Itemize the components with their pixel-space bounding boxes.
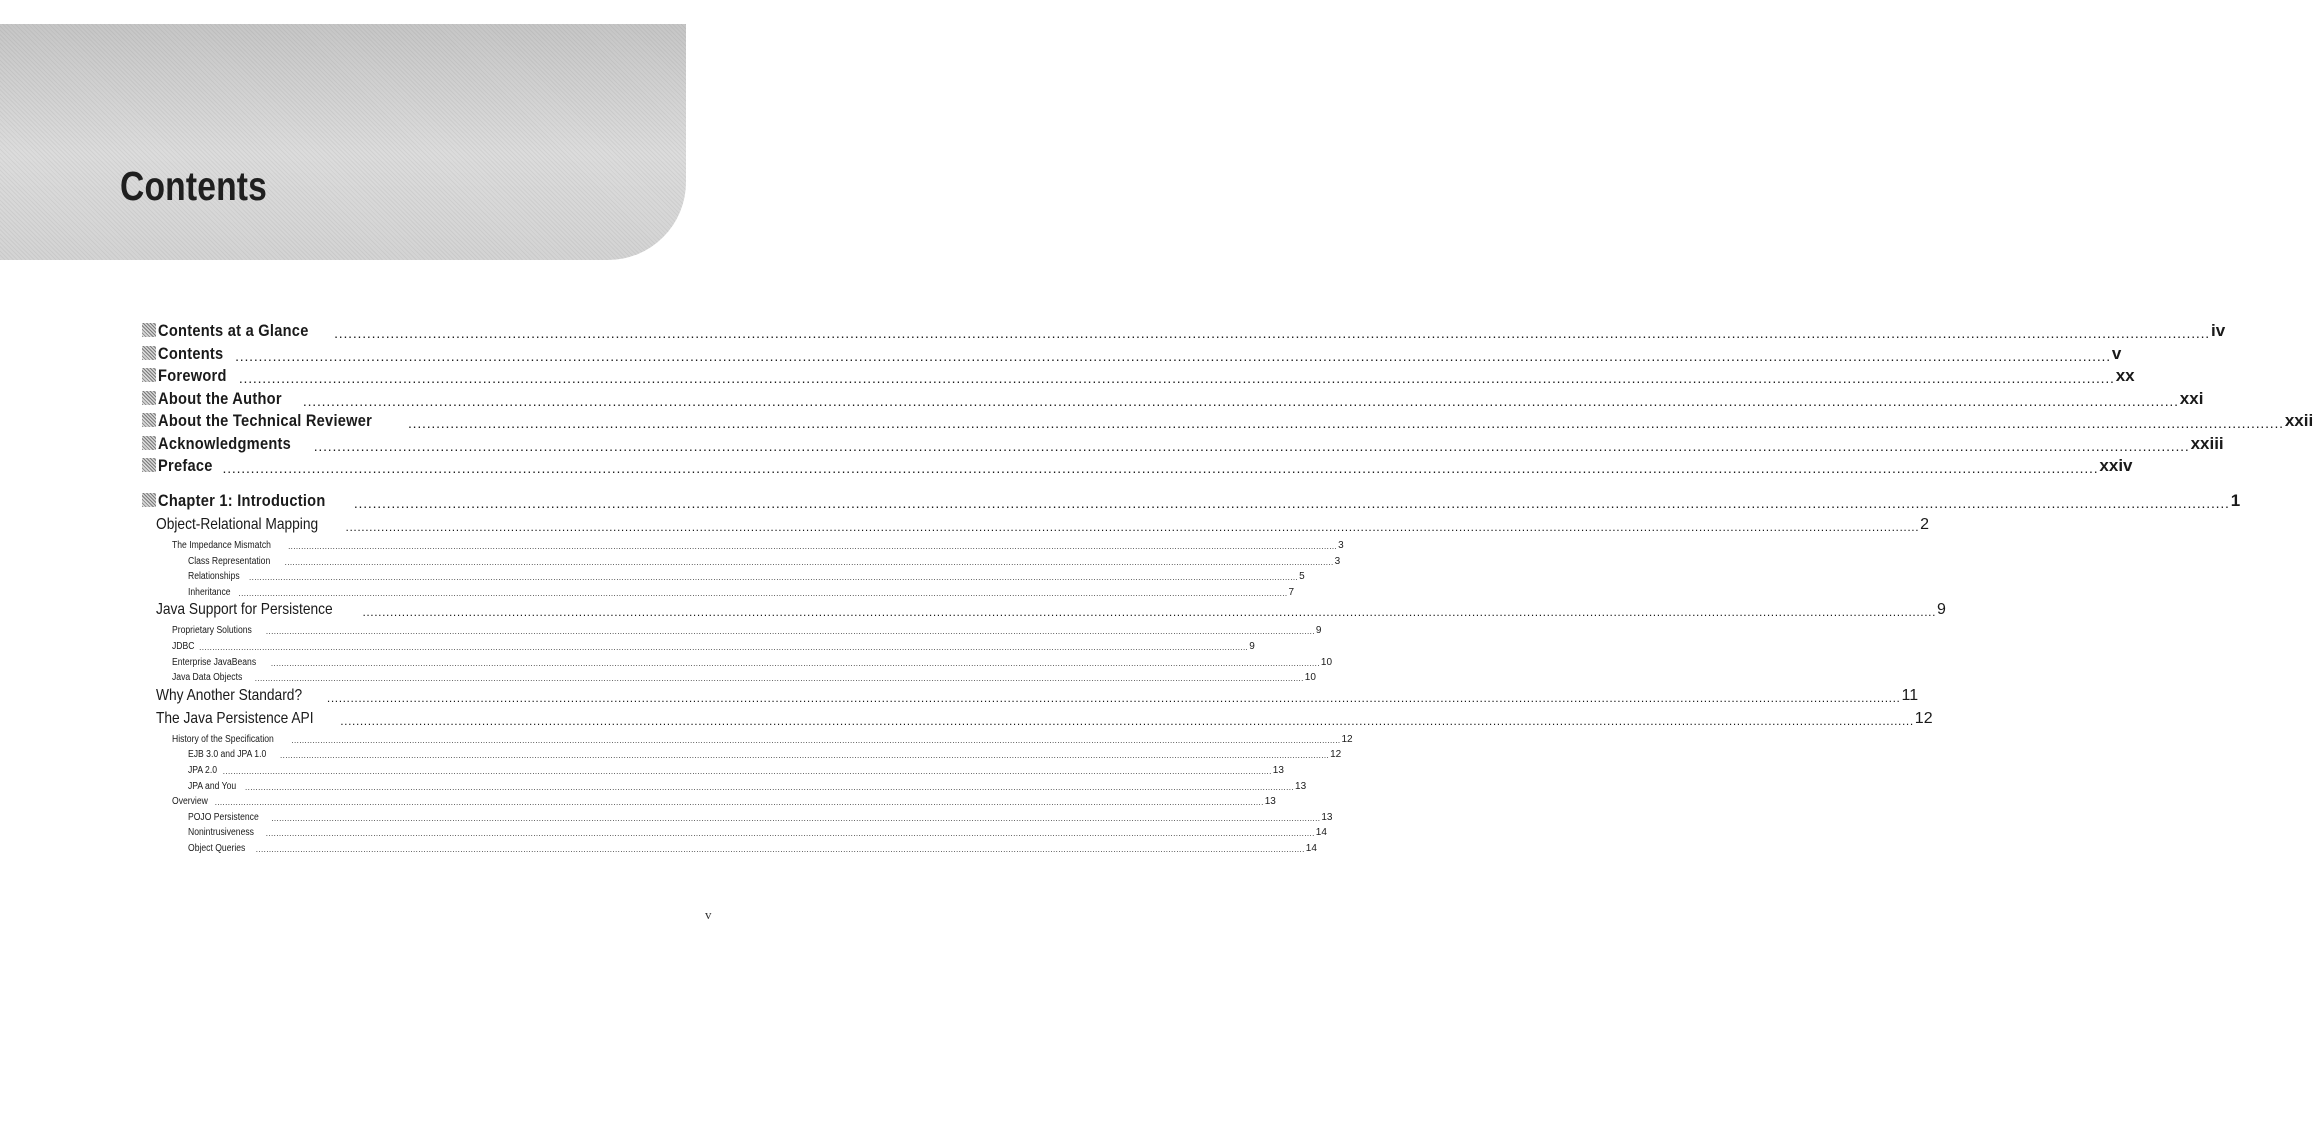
toc-entry-page: 3 xyxy=(1338,540,1344,551)
toc-entry-page: 9 xyxy=(1937,601,1946,619)
toc-section-entry[interactable] xyxy=(172,656,1333,668)
bullet-square-icon xyxy=(142,323,156,337)
toc-entry-text: Chapter 1: Introduction xyxy=(158,491,326,510)
toc-entry-text: Relationships xyxy=(188,571,240,583)
dot-leader: ................................................................................................................................................................................................................................................................................................................................................................................................................ xyxy=(288,542,1338,551)
toc-entry-label xyxy=(172,672,254,683)
toc-section-entry[interactable] xyxy=(188,555,1341,567)
toc-entry-text: About the Author xyxy=(158,388,282,408)
toc-entry-label xyxy=(188,781,244,792)
toc-entry-label xyxy=(172,540,287,551)
toc-entry-page: 14 xyxy=(1305,843,1317,854)
toc-entry-page: xx xyxy=(2115,366,2135,385)
dot-leader: ................................................................................................................................................................................................................................................................................................................................................................................................................ xyxy=(238,370,2115,386)
toc-entry-text: The Impedance Mismatch xyxy=(172,540,271,551)
toc-section-entry[interactable] xyxy=(188,570,1305,583)
dot-leader: ................................................................................................................................................................................................................................................................................................................................................................................................................ xyxy=(345,520,1920,534)
dot-leader: ................................................................................................................................................................................................................................................................................................................................................................................................................ xyxy=(214,798,1264,808)
dot-leader: ................................................................................................................................................................................................................................................................................................................................................................................................................ xyxy=(255,845,1305,854)
dot-leader: ................................................................................................................................................................................................................................................................................................................................................................................................................ xyxy=(340,713,1914,728)
toc-section-entry[interactable] xyxy=(188,748,1342,761)
toc-entry-label xyxy=(156,687,326,705)
toc-entry-page: 13 xyxy=(1264,796,1276,808)
toc-entry-text: Object-Relational Mapping xyxy=(156,516,319,533)
toc-entry-text: About the Technical Reviewer xyxy=(158,411,373,430)
toc-section-entry[interactable] xyxy=(156,686,1919,705)
toc-entry-label xyxy=(142,491,353,511)
toc-entry-page: xxiv xyxy=(2099,456,2133,475)
bullet-square-icon xyxy=(142,493,156,507)
toc-entry-page: 10 xyxy=(1304,672,1316,684)
dot-leader: ................................................................................................................................................................................................................................................................................................................................................................................................................ xyxy=(244,782,1295,792)
toc-front-matter-entry[interactable] xyxy=(142,456,2133,476)
toc-section-entry[interactable] xyxy=(172,671,1316,684)
toc-entry-label xyxy=(156,601,361,619)
toc-front-matter-entry[interactable] xyxy=(142,433,2224,454)
toc-entry-label xyxy=(188,571,248,582)
toc-entry-text: Proprietary Solutions xyxy=(172,625,252,637)
toc-entry-text: JPA and You xyxy=(188,780,237,792)
toc-entry-label xyxy=(188,765,222,776)
dot-leader: ................................................................................................................................................................................................................................................................................................................................................................................................................ xyxy=(199,643,1249,652)
toc-section-entry[interactable] xyxy=(188,764,1284,776)
toc-entry-page: 2 xyxy=(1920,516,1930,533)
toc-entry-label xyxy=(142,389,302,409)
bullet-square-icon xyxy=(142,436,156,450)
toc-section-entry[interactable] xyxy=(188,780,1307,792)
dot-leader: ................................................................................................................................................................................................................................................................................................................................................................................................................ xyxy=(235,347,2111,364)
toc-section-entry[interactable] xyxy=(172,733,1353,745)
toc-entry-page: 12 xyxy=(1330,749,1342,761)
dot-leader: ................................................................................................................................................................................................................................................................................................................................................................................................................ xyxy=(326,690,1901,705)
toc-entry-page: xxi xyxy=(2179,388,2204,408)
toc-entry-label xyxy=(142,434,313,454)
toc-section-entry[interactable] xyxy=(188,811,1333,823)
dot-leader: ................................................................................................................................................................................................................................................................................................................................................................................................................ xyxy=(302,392,2179,409)
toc-section-entry[interactable] xyxy=(188,586,1295,598)
toc-entry-label xyxy=(142,411,407,431)
dot-leader: ................................................................................................................................................................................................................................................................................................................................................................................................................ xyxy=(362,605,1937,620)
toc-entry-text: History of the Specification xyxy=(172,733,274,745)
toc-entry-text: Contents xyxy=(158,343,224,363)
dot-leader: ................................................................................................................................................................................................................................................................................................................................................................................................................ xyxy=(222,460,2099,476)
toc-entry-page: v xyxy=(2111,343,2122,363)
toc-section-entry[interactable] xyxy=(156,600,1946,620)
toc-entry-page: 9 xyxy=(1315,625,1322,637)
bullet-square-icon xyxy=(142,413,156,427)
chapter-header-band xyxy=(0,24,686,260)
toc-entry-label xyxy=(188,812,270,823)
toc-entry-text: Why Another Standard? xyxy=(156,686,303,704)
toc-chapter-entry[interactable] xyxy=(142,491,2241,511)
toc-entry-text: JDBC xyxy=(172,641,195,652)
dot-leader: ................................................................................................................................................................................................................................................................................................................................................................................................................ xyxy=(270,658,1320,668)
toc-section-entry[interactable] xyxy=(172,624,1322,637)
toc-section-entry[interactable] xyxy=(156,515,1930,534)
toc-entry-label xyxy=(188,827,265,838)
toc-entry-label xyxy=(188,556,284,567)
toc-entry-page: 13 xyxy=(1295,780,1307,792)
dot-leader: ................................................................................................................................................................................................................................................................................................................................................................................................................ xyxy=(291,735,1341,745)
dot-leader: ................................................................................................................................................................................................................................................................................................................................................................................................................ xyxy=(284,557,1334,567)
dot-leader: ................................................................................................................................................................................................................................................................................................................................................................................................................ xyxy=(265,829,1315,839)
toc-entry-text: Java Data Objects xyxy=(172,672,243,684)
toc-front-matter-entry[interactable] xyxy=(142,343,2122,364)
toc-entry-label xyxy=(172,657,270,668)
toc-entry-page: 9 xyxy=(1249,641,1255,652)
toc-entry-label xyxy=(188,587,237,598)
toc-section-entry[interactable] xyxy=(188,826,1327,839)
toc-entry-label xyxy=(142,321,333,341)
toc-entry-text: Java Support for Persistence xyxy=(156,601,333,619)
toc-entry-page: 12 xyxy=(1914,709,1933,727)
toc-entry-text: EJB 3.0 and JPA 1.0 xyxy=(188,749,267,761)
toc-section-entry[interactable] xyxy=(172,640,1255,652)
toc-entry-text: Contents at a Glance xyxy=(158,321,309,340)
toc-entry-label xyxy=(188,749,279,760)
toc-entry-page: 13 xyxy=(1272,765,1284,776)
toc-entry-page: 5 xyxy=(1299,571,1305,583)
toc-entry-text: Nonintrusiveness xyxy=(188,827,254,839)
toc-entry-label xyxy=(142,366,238,386)
toc-entry-text: Preface xyxy=(158,456,213,475)
toc-entry-page: 13 xyxy=(1321,811,1333,823)
toc-section-entry[interactable] xyxy=(156,709,1933,728)
toc-entry-text: Foreword xyxy=(158,366,227,385)
toc-entry-text: Acknowledgments xyxy=(158,433,292,453)
toc-entry-label xyxy=(172,625,265,636)
toc-entry-text: Object Queries xyxy=(188,843,246,854)
toc-entry-page: iv xyxy=(2210,321,2226,340)
toc-entry-label xyxy=(188,843,255,854)
toc-entry-page: 14 xyxy=(1315,827,1327,839)
toc-front-matter-entry[interactable] xyxy=(142,411,2313,431)
dot-leader: ................................................................................................................................................................................................................................................................................................................................................................................................................ xyxy=(222,767,1272,776)
toc-entry-page: 3 xyxy=(1334,555,1341,567)
dot-leader: ................................................................................................................................................................................................................................................................................................................................................................................................................ xyxy=(254,674,1304,684)
toc-entry-page: 12 xyxy=(1341,733,1353,745)
toc-entry-label xyxy=(172,796,214,807)
dot-leader: ................................................................................................................................................................................................................................................................................................................................................................................................................ xyxy=(353,495,2230,511)
toc-entry-text: Overview xyxy=(172,796,208,808)
bullet-square-icon xyxy=(142,346,156,360)
dot-leader: ................................................................................................................................................................................................................................................................................................................................................................................................................ xyxy=(313,437,2190,454)
toc-entry-label xyxy=(142,344,234,364)
toc-entry-page: 11 xyxy=(1901,686,1919,704)
toc-entry-page: xxii xyxy=(2284,411,2313,430)
toc-entry-label xyxy=(172,734,290,745)
toc-entry-label xyxy=(172,641,198,652)
toc-entry-page: 7 xyxy=(1288,586,1295,598)
dot-leader: ................................................................................................................................................................................................................................................................................................................................................................................................................ xyxy=(271,813,1321,823)
toc-section-entry[interactable] xyxy=(172,539,1344,551)
bullet-square-icon xyxy=(142,458,156,472)
toc-entry-text: Enterprise JavaBeans xyxy=(172,656,257,668)
toc-entry-text: Class Representation xyxy=(188,555,271,567)
toc-front-matter-entry[interactable] xyxy=(142,388,2204,409)
toc-entry-label xyxy=(156,516,345,534)
bullet-square-icon xyxy=(142,368,156,382)
toc-entry-text: Inheritance xyxy=(188,586,231,598)
dot-leader: ................................................................................................................................................................................................................................................................................................................................................................................................................ xyxy=(249,573,1299,583)
page-number: v xyxy=(705,907,712,922)
toc-section-entry[interactable] xyxy=(172,795,1276,808)
toc-entry-label xyxy=(142,456,222,476)
dot-leader: ................................................................................................................................................................................................................................................................................................................................................................................................................ xyxy=(334,325,2210,341)
page-title: Contents xyxy=(120,163,267,209)
dot-leader: ................................................................................................................................................................................................................................................................................................................................................................................................................ xyxy=(407,415,2284,431)
dot-leader: ................................................................................................................................................................................................................................................................................................................................................................................................................ xyxy=(280,751,1330,761)
dot-leader: ................................................................................................................................................................................................................................................................................................................................................................................................................ xyxy=(238,588,1288,598)
toc-front-matter-entry[interactable] xyxy=(142,321,2226,341)
dot-leader: ................................................................................................................................................................................................................................................................................................................................................................................................................ xyxy=(265,627,1315,637)
toc-entry-text: JPA 2.0 xyxy=(188,765,218,776)
toc-front-matter-entry[interactable] xyxy=(142,366,2135,386)
toc-entry-page: 10 xyxy=(1320,656,1333,668)
toc-entry-page: xxiii xyxy=(2190,433,2224,453)
toc-entry-label xyxy=(156,710,339,728)
toc-entry-page: 1 xyxy=(2230,491,2241,510)
bullet-square-icon xyxy=(142,391,156,405)
toc-section-entry[interactable] xyxy=(188,842,1317,854)
toc-entry-text: The Java Persistence API xyxy=(156,709,314,727)
toc-entry-text: POJO Persistence xyxy=(188,811,259,823)
